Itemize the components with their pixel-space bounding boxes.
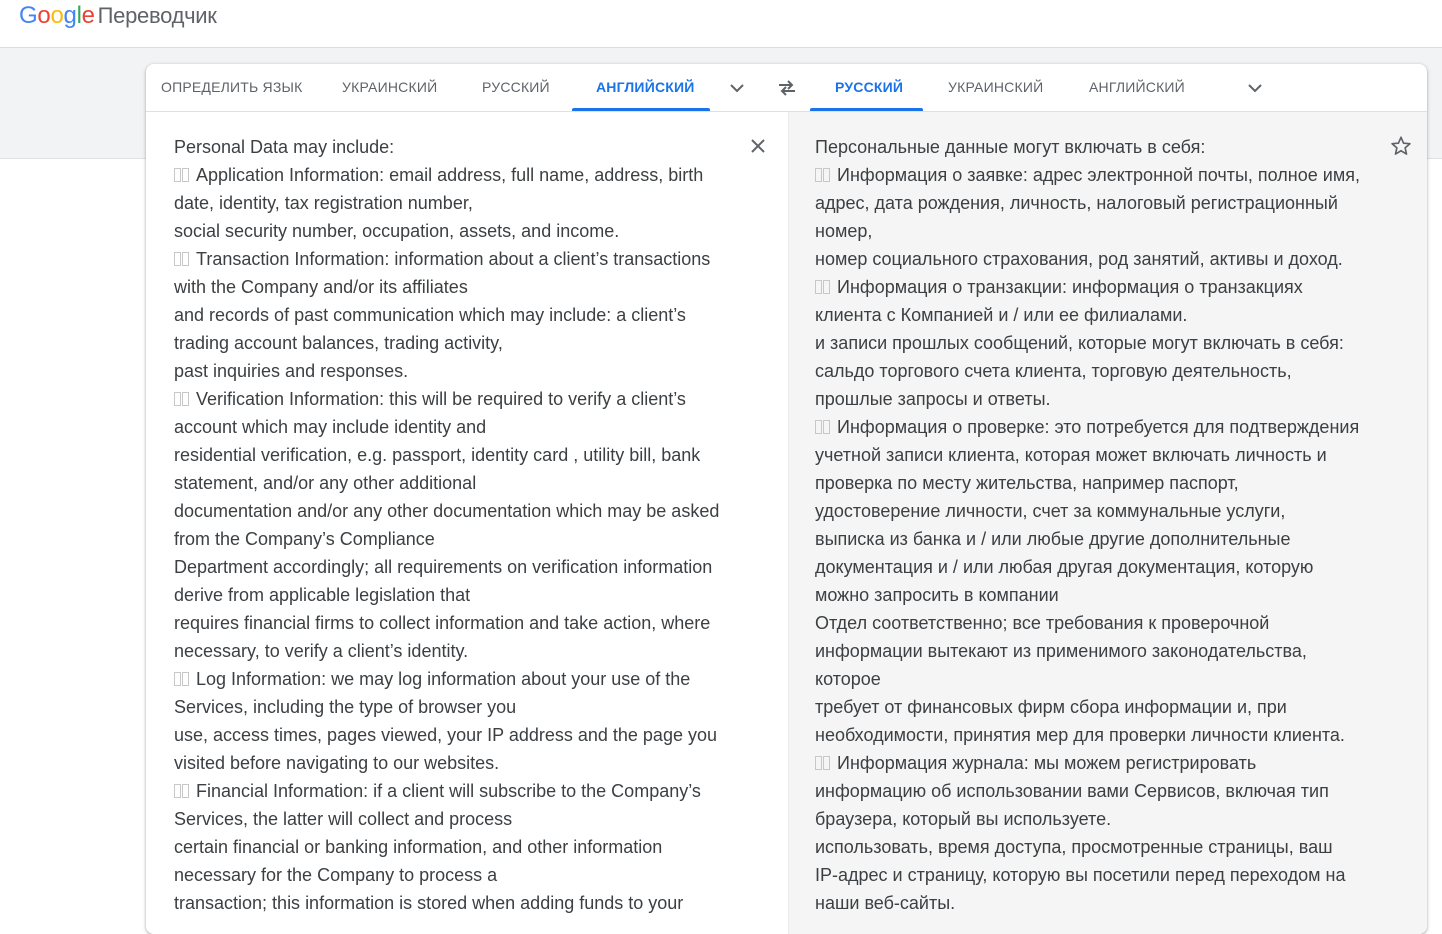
translation-line xyxy=(815,637,1360,665)
source-line xyxy=(174,693,719,721)
source-line-text: date, identity, tax registration number, xyxy=(174,193,473,213)
logo-letter: G xyxy=(19,2,38,29)
translation-line xyxy=(815,889,1360,917)
source-line xyxy=(174,245,719,273)
translation-line-text: Информация журнала: мы можем регистрировать xyxy=(837,753,1257,773)
translation-line-text: необходимости, принятия мер для проверки личности клиента. xyxy=(815,725,1345,745)
translation-line xyxy=(815,413,1360,441)
translation-line-text: Информация о проверке: это потребуется для подтверждения xyxy=(837,417,1360,437)
chevron-down-icon xyxy=(729,83,745,93)
translation-line xyxy=(815,665,1360,693)
source-line-text: necessary, to verify a client’s identity. xyxy=(174,641,469,661)
source-line-text: documentation and/or any other documentation which may be asked xyxy=(174,501,720,521)
translation-line-text: Отдел соответственно; все требования к проверочной xyxy=(815,613,1270,633)
translation-line xyxy=(815,301,1360,329)
unknown-glyph-icon xyxy=(174,385,190,413)
close-icon xyxy=(750,138,766,154)
source-line-text: Services, including the type of browser you xyxy=(174,697,517,717)
logo-letter: e xyxy=(81,2,95,29)
source-line xyxy=(174,861,719,889)
translation-line xyxy=(815,357,1360,385)
source-line xyxy=(174,553,719,581)
top-bar xyxy=(0,0,1442,48)
source-line-text: Verification Information: this will be required to verify a client’s xyxy=(196,389,686,409)
unknown-glyph-icon xyxy=(174,777,190,805)
translation-line-text: прошлые запросы и ответы. xyxy=(815,389,1051,409)
source-line-text: account which may include identity and xyxy=(174,417,487,437)
translation-line xyxy=(815,245,1360,273)
unknown-glyph-icon xyxy=(174,161,190,189)
source-line-text: social security number, occupation, assets, and income. xyxy=(174,221,620,241)
source-line xyxy=(174,665,719,693)
source-line-text: Services, the latter will collect and process xyxy=(174,809,513,829)
source-line xyxy=(174,329,719,357)
translate-card xyxy=(146,64,1427,934)
translation-line xyxy=(815,497,1360,525)
translation-line-text: удостоверение личности, счет за коммунальные услуги, xyxy=(815,501,1286,521)
translation-line xyxy=(815,217,1360,245)
google-translate-logo[interactable] xyxy=(19,2,217,30)
source-line-text: certain financial or banking information, and other information xyxy=(174,837,663,857)
product-name: Переводчик xyxy=(97,3,217,28)
source-line-text: past inquiries and responses. xyxy=(174,361,409,381)
translation-line xyxy=(815,609,1360,637)
unknown-glyph-icon xyxy=(174,665,190,693)
source-line xyxy=(174,805,719,833)
translation-line-text: номер, xyxy=(815,221,873,241)
unknown-glyph-icon xyxy=(815,413,831,441)
logo-letter: o xyxy=(50,2,64,29)
translation-line-text: документация и / или любая другая документация, которую xyxy=(815,557,1314,577)
unknown-glyph-icon xyxy=(815,749,831,777)
translation-line-text: наши веб-сайты. xyxy=(815,893,956,913)
translation-line xyxy=(815,161,1360,189)
tab-target-english[interactable] xyxy=(1089,64,1185,111)
translation-pane xyxy=(788,112,1427,934)
source-language-more-button[interactable] xyxy=(723,74,751,102)
logo-letter: g xyxy=(63,2,77,29)
tab-label: АНГЛИЙСКИЙ xyxy=(1089,79,1185,95)
source-line-text: derive from applicable legislation that xyxy=(174,585,471,605)
translation-line-text: учетной записи клиента, которая может включать личность и xyxy=(815,445,1327,465)
translation-line-text: IP-адрес и страницу, которую вы посетили перед переходом на xyxy=(815,865,1346,885)
translation-line-text: браузера, который вы используете. xyxy=(815,809,1112,829)
source-line xyxy=(174,217,719,245)
unknown-glyph-icon xyxy=(815,161,831,189)
translation-line xyxy=(815,273,1360,301)
logo-letter: l xyxy=(76,2,82,29)
clear-source-button[interactable] xyxy=(744,132,772,160)
translation-line xyxy=(815,525,1360,553)
translation-line-text: требует от финансовых фирм сбора информации и, при xyxy=(815,697,1287,717)
source-line-text: Log Information: we may log information about your use of the xyxy=(196,669,691,689)
source-line-text: requires financial firms to collect information and take action, where xyxy=(174,613,711,633)
source-line xyxy=(174,189,719,217)
source-line xyxy=(174,609,719,637)
source-line-text: with the Company and/or its affiliates xyxy=(174,277,468,297)
translation-line xyxy=(815,329,1360,357)
source-line xyxy=(174,833,719,861)
translation-line-text: Информация о транзакции: информация о транзакциях xyxy=(837,277,1303,297)
target-language-more-button[interactable] xyxy=(1241,74,1269,102)
tab-label: АНГЛИЙСКИЙ xyxy=(596,79,695,95)
source-line xyxy=(174,749,719,777)
source-line-text: necessary for the Company to process a xyxy=(174,865,498,885)
tab-label: РУССКИЙ xyxy=(482,79,550,95)
translation-line-text: и записи прошлых сообщений, которые могут включать в себя: xyxy=(815,333,1344,353)
translation-line-text: можно запросить в компании xyxy=(815,585,1059,605)
tab-target-ukrainian[interactable] xyxy=(948,64,1043,111)
chevron-down-icon xyxy=(1247,83,1263,93)
source-line-text: from the Company’s Compliance xyxy=(174,529,435,549)
source-line-text: trading account balances, trading activity, xyxy=(174,333,503,353)
translation-line-text: сальдо торгового счета клиента, торговую деятельность, xyxy=(815,361,1292,381)
star-icon xyxy=(1390,135,1412,157)
translation-line xyxy=(815,721,1360,749)
source-line xyxy=(174,133,719,161)
source-line-text: residential verification, e.g. passport, identity card , utility bill, bank xyxy=(174,445,701,465)
translation-line xyxy=(815,749,1360,777)
source-line xyxy=(174,497,719,525)
translation-line-text: которое xyxy=(815,669,881,689)
translation-line xyxy=(815,581,1360,609)
source-line xyxy=(174,385,719,413)
tab-detect-language[interactable] xyxy=(161,64,302,111)
translation-line-text: адрес, дата рождения, личность, налоговый регистрационный xyxy=(815,193,1338,213)
translation-line-text: Персональные данные могут включать в себя: xyxy=(815,137,1206,157)
source-line-text: statement, and/or any other additional xyxy=(174,473,477,493)
translation-line xyxy=(815,833,1360,861)
tab-target-russian[interactable] xyxy=(810,64,923,111)
source-line xyxy=(174,889,719,917)
source-line xyxy=(174,273,719,301)
translation-line xyxy=(815,805,1360,833)
source-line xyxy=(174,581,719,609)
translation-line-text: выписка из банка и / или любые другие дополнительные xyxy=(815,529,1291,549)
translation-line xyxy=(815,189,1360,217)
translation-line-text: проверка по месту жительства, например паспорт, xyxy=(815,473,1239,493)
save-translation-button[interactable] xyxy=(1387,132,1415,160)
tab-label: УКРАИНСКИЙ xyxy=(342,79,438,95)
source-line xyxy=(174,777,719,805)
source-line xyxy=(174,357,719,385)
google-logo-text xyxy=(19,2,95,29)
source-text[interactable] xyxy=(174,133,719,917)
source-line xyxy=(174,637,719,665)
source-line-text: Department accordingly; all requirements on verification information xyxy=(174,557,713,577)
translation-line-text: информацию об использовании вами Сервисов, включая тип xyxy=(815,781,1329,801)
swap-languages-button[interactable] xyxy=(773,74,801,102)
logo-letter: o xyxy=(37,2,51,29)
tab-source-ukrainian[interactable] xyxy=(342,64,437,111)
translation-line xyxy=(815,469,1360,497)
source-line-text: Financial Information: if a client will subscribe to the Company’s xyxy=(196,781,701,801)
tab-source-russian[interactable] xyxy=(482,64,550,111)
translation-line-text: клиента с Компанией и / или ее филиалами. xyxy=(815,305,1188,325)
translation-line xyxy=(815,441,1360,469)
translation-line xyxy=(815,385,1360,413)
source-line xyxy=(174,525,719,553)
source-line-text: use, access times, pages viewed, your IP address and the page you xyxy=(174,725,717,745)
tab-label: УКРАИНСКИЙ xyxy=(948,79,1044,95)
unknown-glyph-icon xyxy=(815,273,831,301)
source-line-text: transaction; this information is stored when adding funds to your xyxy=(174,893,684,913)
source-line-text: Transaction Information: information about a client’s transactions xyxy=(196,249,711,269)
tab-label: РУССКИЙ xyxy=(835,79,904,95)
source-line xyxy=(174,413,719,441)
active-tab-indicator xyxy=(810,108,923,111)
translation-line xyxy=(815,693,1360,721)
source-line xyxy=(174,721,719,749)
translation-line-text: информации вытекают из применимого законодательства, xyxy=(815,641,1307,661)
unknown-glyph-icon xyxy=(174,245,190,273)
translation-text xyxy=(815,133,1360,917)
source-line xyxy=(174,161,719,189)
translation-line xyxy=(815,777,1360,805)
source-line-text: and records of past communication which may include: a client’s xyxy=(174,305,686,325)
source-line xyxy=(174,469,719,497)
source-line-text: Application Information: email address, full name, address, birth xyxy=(196,165,704,185)
translation-line xyxy=(815,861,1360,889)
translation-line xyxy=(815,553,1360,581)
swap-icon xyxy=(777,80,797,96)
translation-line-text: номер социального страхования, род занятий, активы и доход. xyxy=(815,249,1343,269)
source-line-text: visited before navigating to our websites. xyxy=(174,753,500,773)
source-text-pane[interactable] xyxy=(146,112,787,934)
tab-source-english[interactable] xyxy=(572,64,710,111)
source-line xyxy=(174,441,719,469)
translation-line xyxy=(815,133,1360,161)
language-bar xyxy=(146,64,1427,112)
source-line-text: Personal Data may include: xyxy=(174,137,395,157)
translation-line-text: Информация о заявке: адрес электронной почты, полное имя, xyxy=(837,165,1360,185)
tab-label: ОПРЕДЕЛИТЬ ЯЗЫК xyxy=(161,79,303,95)
source-line xyxy=(174,301,719,329)
active-tab-indicator xyxy=(572,108,710,111)
translation-line-text: использовать, время доступа, просмотренные страницы, ваш xyxy=(815,837,1333,857)
